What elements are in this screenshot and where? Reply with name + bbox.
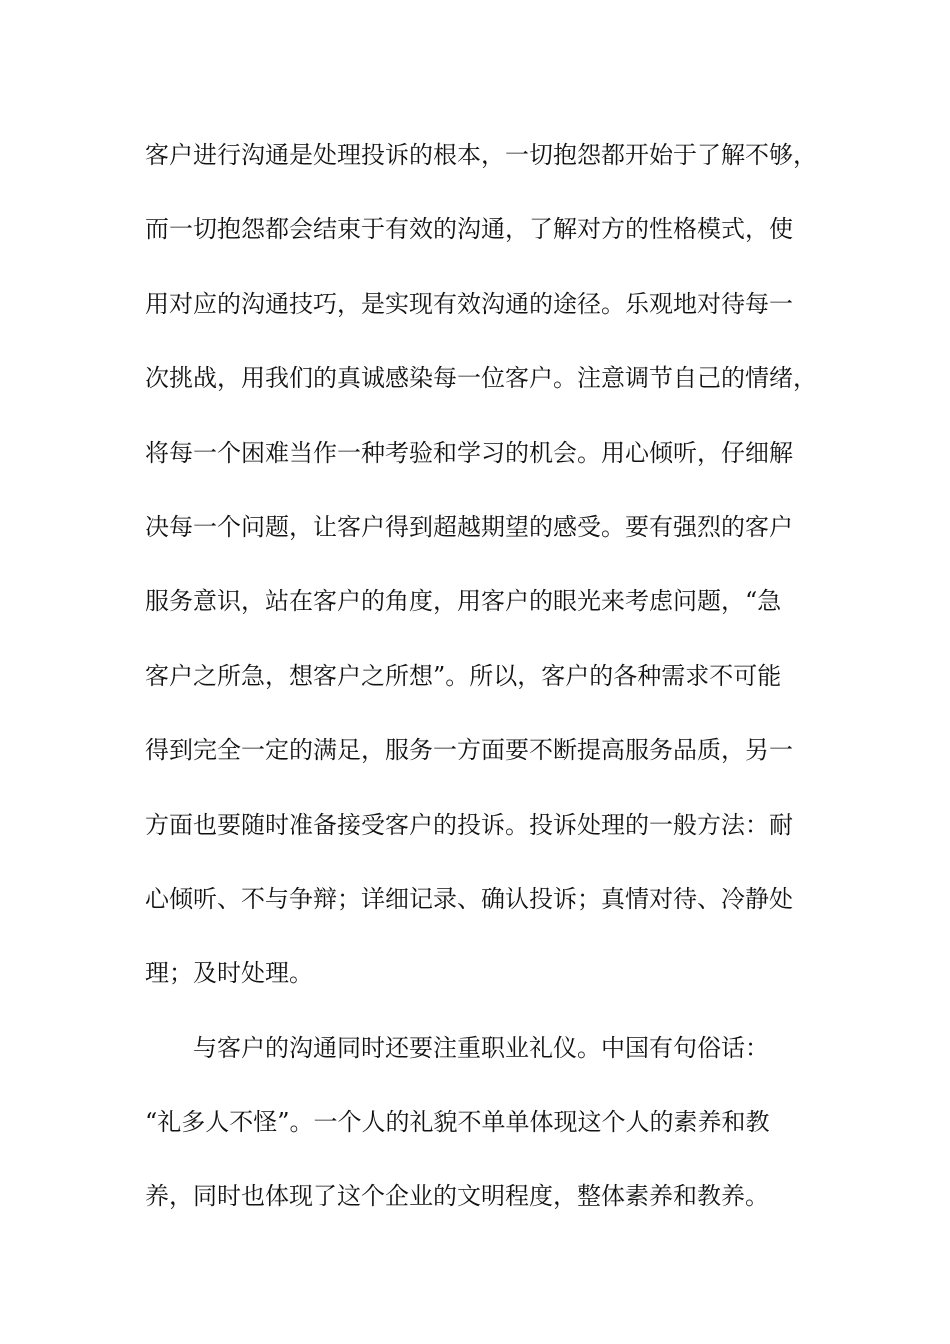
text-line-12: 理；及时处理。 [145,959,313,988]
text-line-6: 决每一个问题，让客户得到超越期望的感受。要有强烈的客户 [145,512,793,541]
text-line-7: 服务意识，站在客户的角度，用客户的眼光来考虑问题，“急 [145,587,782,616]
text-line-11: 心倾听、不与争辩；详细记录、确认投诉；真情对待、冷静处 [145,884,793,913]
text-line-4: 次挑战，用我们的真诚感染每一位客户。注意调节自己的情绪， [145,364,817,393]
text-line-8: 客户之所急，想客户之所想”。所以，客户的各种需求不可能 [145,661,782,690]
text-line-10: 方面也要随时准备接受客户的投诉。投诉处理的一般方法：耐 [145,810,793,839]
text-line-1: 客户进行沟通是处理投诉的根本，一切抱怨都开始于了解不够， [145,141,817,169]
text-line-13: 与客户的沟通同时还要注重职业礼仪。中国有句俗话： [193,1033,769,1062]
document-body [145,128,815,1244]
text-line-2: 而一切抱怨都会结束于有效的沟通，了解对方的性格模式，使 [145,215,793,244]
text-line-5: 将每一个困难当作一种考验和学习的机会。用心倾听，仔细解 [145,438,793,467]
text-line-3: 用对应的沟通技巧，是实现有效沟通的途径。乐观地对待每一 [145,289,793,318]
text-line-14: “礼多人不怪”。一个人的礼貌不单单体现这个人的素养和教 [145,1108,770,1137]
text-line-15: 养，同时也体现了这个企业的文明程度，整体素养和教养。 [145,1182,769,1211]
text-line-9: 得到完全一定的满足，服务一方面要不断提高服务品质，另一 [145,736,793,765]
